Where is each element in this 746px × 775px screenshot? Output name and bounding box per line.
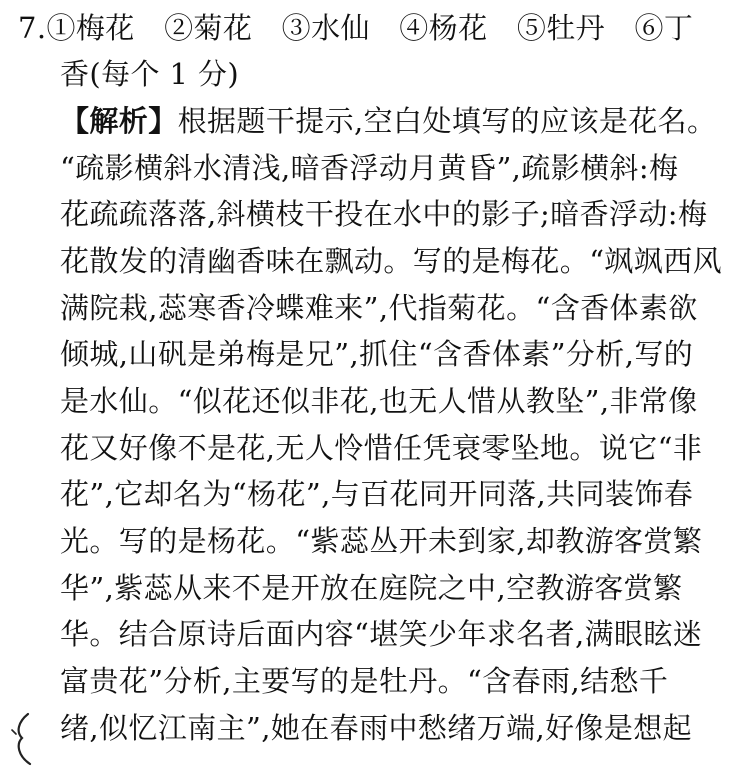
analysis-line-12: [60, 616, 702, 652]
analysis-line-6: [60, 336, 693, 372]
analysis-text: 根据题干提示,空白处填写的应该是花名。: [177, 104, 717, 138]
answer-list: ①梅花 ②菊花 ③水仙 ④杨花 ⑤牡丹 ⑥丁: [46, 11, 694, 45]
analysis-text: 华。结合原诗后面内容“堪笑少年求名者,满眼眩迷: [60, 617, 703, 651]
analysis-text: 倾城,山矾是弟梅是兄”,抓住“含香体素”分析,写的: [60, 337, 694, 371]
analysis-line-3: [60, 196, 707, 232]
analysis-text: 富贵花”分析,主要写的是牡丹。“含春雨,结愁千: [60, 664, 669, 698]
analysis-text: 花”,它却名为“杨花”,与百花同开同落,共同装饰春: [60, 477, 694, 511]
analysis-text: 花疏疏落落,斜横枝干投在水中的影子;暗香浮动:梅: [60, 197, 708, 231]
analysis-text: 花又好像不是花,无人怜惜任凭衰零坠地。说它“非: [60, 431, 703, 465]
analysis-text: 花散发的清幽香味在飘动。写的是梅花。“飒飒西风: [60, 244, 723, 278]
analysis-text: 是水仙。“似花还似非花,也无人惜从教坠”,非常像: [60, 384, 698, 418]
analysis-text: 满院栽,蕊寒香冷蝶难来”,代指菊花。“含香体素欲: [60, 291, 698, 325]
analysis-line-14: [60, 710, 692, 746]
analysis-line-11: [60, 570, 682, 606]
analysis-line-5: [60, 290, 698, 326]
analysis-line-8: [60, 430, 702, 466]
analysis-line-4: [60, 243, 722, 279]
analysis-line-9: [60, 476, 693, 512]
answer-line-1: [18, 10, 693, 46]
analysis-text: “疏影横斜水清浅,暗香浮动月黄昏”,疏影横斜:梅: [60, 151, 679, 185]
analysis-label: 解析: [89, 104, 149, 138]
analysis-text: 绪,似忆江南主”,她在春雨中愁绪万端,好像是想起: [60, 711, 693, 745]
analysis-line-1: [60, 103, 716, 139]
analysis-text: 华”,紫蕊从来不是开放在庭院之中,空教游客赏繁: [60, 571, 683, 605]
analysis-line-10: [60, 523, 702, 559]
question-number: 7.: [18, 11, 47, 45]
analysis-line-2: [60, 150, 678, 186]
analysis-bracket-open: 【: [60, 104, 90, 138]
answer-line-2: [60, 56, 239, 92]
analysis-line-13: [60, 663, 668, 699]
answer-list-continued: 香(每个 1 分): [60, 57, 240, 91]
analysis-bracket-close: 】: [148, 104, 178, 138]
analysis-text: 光。写的是杨花。“紫蕊丛开未到家,却教游客赏繁: [60, 524, 703, 558]
margin-scribble-mark: [6, 708, 40, 770]
analysis-line-7: [60, 383, 698, 419]
